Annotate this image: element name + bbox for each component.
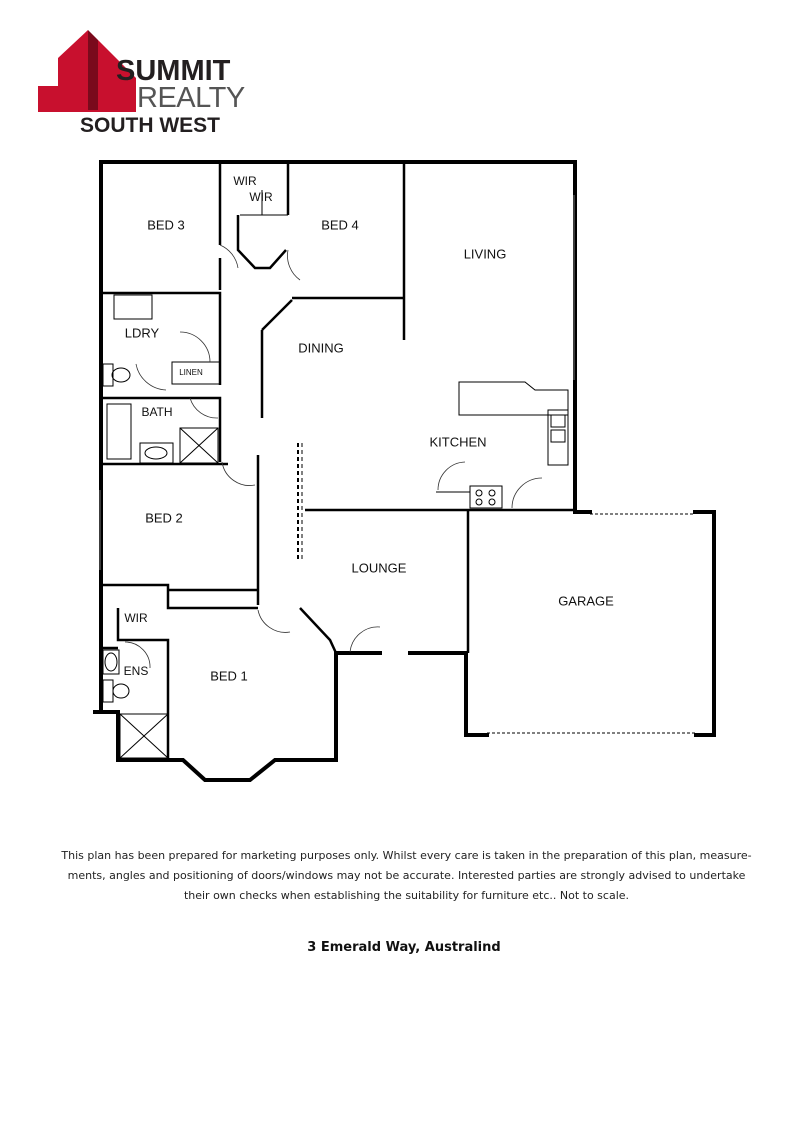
logo-realty: REALTY — [137, 82, 245, 114]
label-kitchen: KITCHEN — [429, 434, 487, 450]
logo-summit: SUMMIT — [116, 55, 231, 87]
label-lounge: LOUNGE — [351, 560, 407, 576]
disclaimer-text: This plan has been prepared for marketing purposes only. Whilst every care is taken in the preparation of this plan, measure-ments, angles and positioning of doors/windows may not be accurate. Interested parties are strongly advised to undertake their own checks when establishing the suitability for furniture etc.. Not to scale. — [61, 849, 752, 902]
label-bath: BATH — [141, 405, 173, 420]
label-bed3: BED 3 — [147, 217, 185, 233]
label-wir-bed1: WIR — [124, 611, 148, 626]
label-wir-a: WIR — [233, 174, 257, 189]
label-bed1: BED 1 — [210, 668, 248, 684]
label-linen: LINEN — [179, 368, 203, 378]
label-living: LIVING — [463, 246, 507, 262]
label-wir-b: WIR — [249, 190, 273, 205]
label-garage: GARAGE — [558, 593, 614, 609]
logo-south-west: SOUTH WEST — [80, 114, 220, 137]
exterior-walls — [95, 162, 714, 780]
label-bed4: BED 4 — [321, 217, 359, 233]
interior-details — [100, 190, 696, 758]
label-dining: DINING — [298, 340, 344, 356]
label-ens: ENS — [123, 664, 149, 679]
label-ldry: LDRY — [124, 325, 160, 341]
label-bed2: BED 2 — [145, 510, 183, 526]
property-address: 3 Emerald Way, Australind — [307, 940, 501, 955]
